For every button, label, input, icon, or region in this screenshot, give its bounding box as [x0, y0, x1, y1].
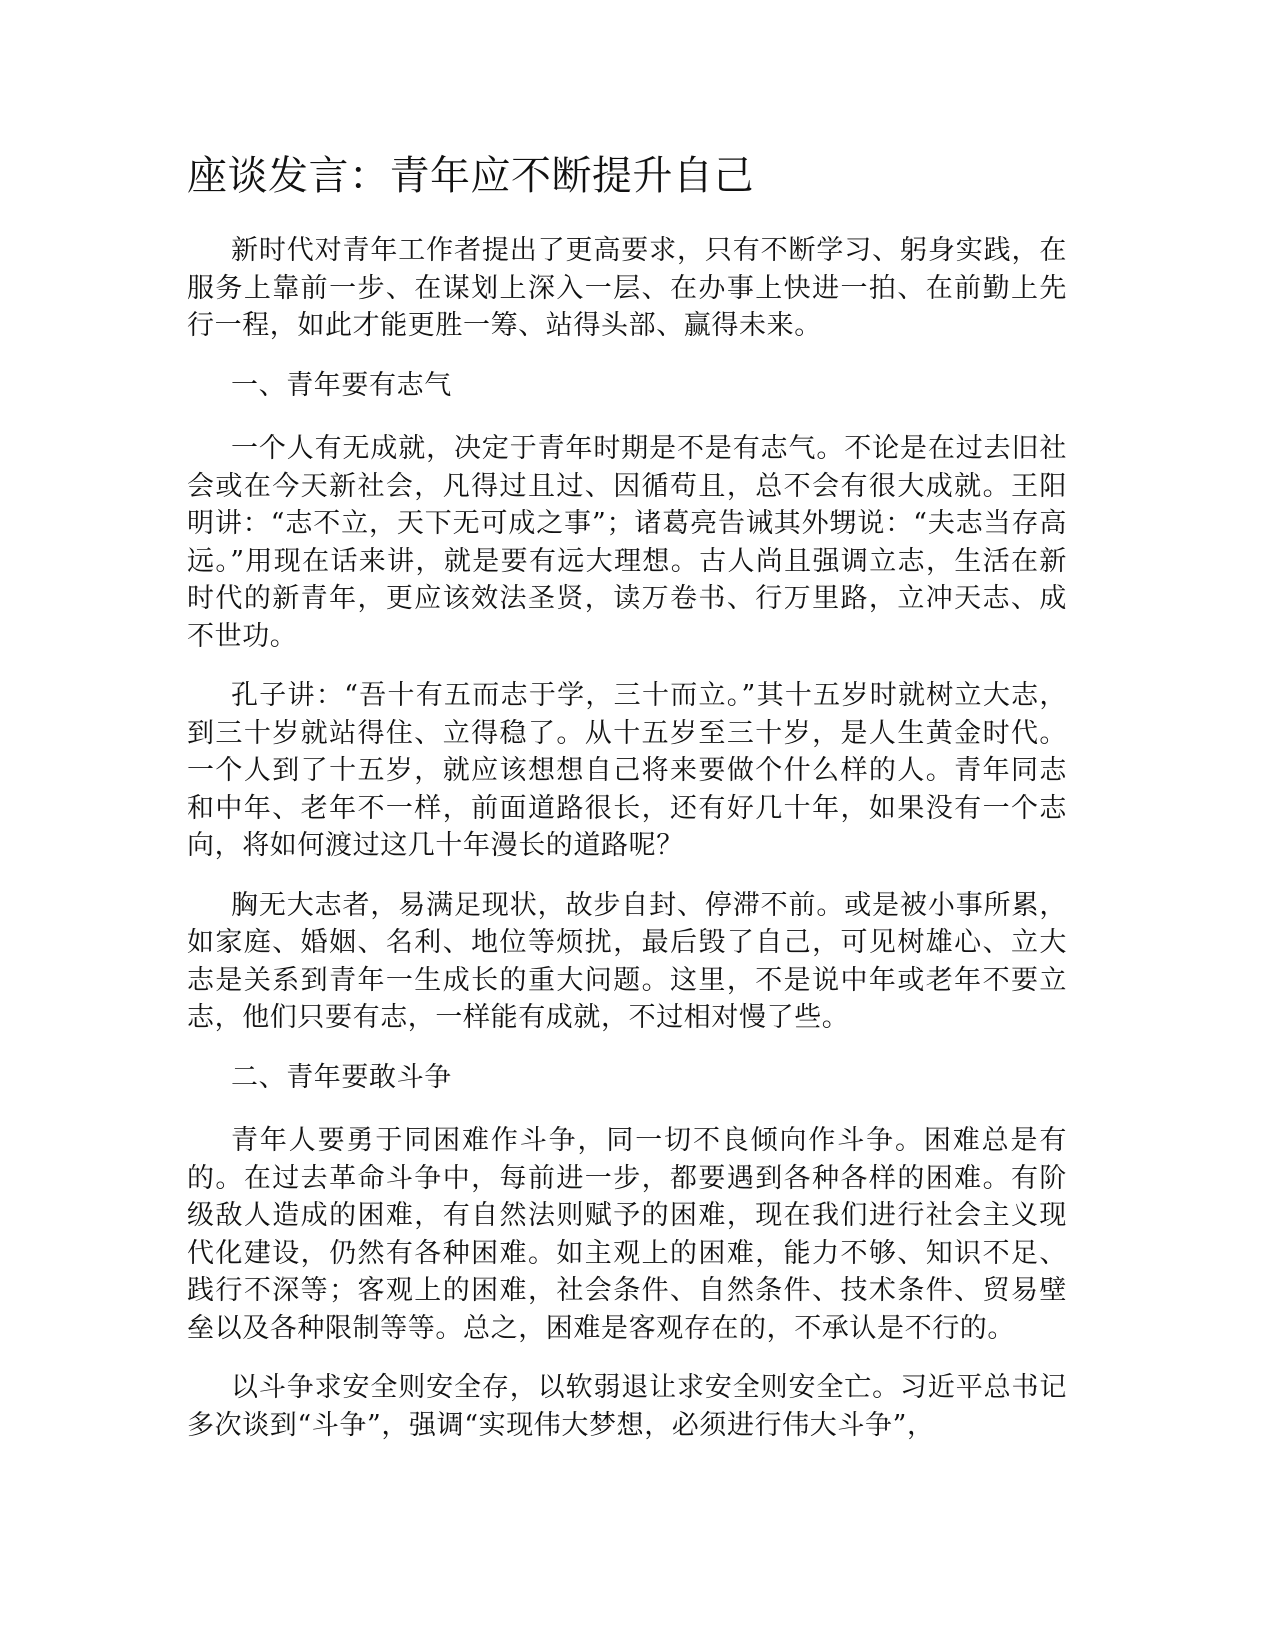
section-1-paragraph-1: 一个人有无成就，决定于青年时期是不是有志气。不论是在过去旧社会或在今天新社会，凡得过且过、因循苟且，总不会有很大成就。王阳明讲：“志不立，天下无可成之事”；诸葛亮告诫其外甥说：“夫志当存高远。”用现在话来讲，就是要有远大理想。古人尚且强调立志，生活在新时代的新青年，更应该效法圣贤，读万卷书、行万里路，立冲天志、成不世功。	[187, 433, 1067, 652]
intro-paragraph: 新时代对青年工作者提出了更高要求，只有不断学习、躬身实践，在服务上靠前一步、在谋划上深入一层、在办事上快进一拍、在前勤上先行一程，如此才能更胜一筹、站得头部、赢得未来。	[187, 235, 1067, 341]
section-1-heading: 一、青年要有志气	[231, 369, 452, 401]
section-2-paragraph-2: 以斗争求安全则安全存，以软弱退让求安全则安全亡。习近平总书记多次谈到“斗争”，强调“实现伟大梦想，必须进行伟大斗争”，	[187, 1372, 1067, 1441]
section-1-paragraph-3: 胸无大志者，易满足现状，故步自封、停滞不前。或是被小事所累，如家庭、婚姻、名利、地位等烦扰，最后毁了自己，可见树雄心、立大志是关系到青年一生成长的重大问题。这里，不是说中年或老年不要立志，他们只要有志，一样能有成就，不过相对慢了些。	[187, 889, 1067, 1033]
section-2-heading: 二、青年要敢斗争	[231, 1061, 452, 1093]
section-1-paragraph-2: 孔子讲：“吾十有五而志于学，三十而立。”其十五岁时就树立大志，到三十岁就站得住、立得稳了。从十五岁至三十岁，是人生黄金时代。一个人到了十五岁，就应该想想自己将来要做个什么样的人。青年同志和中年、老年不一样，前面道路很长，还有好几十年，如果没有一个志向，将如何渡过这几十年漫长的道路呢？	[187, 680, 1067, 861]
document-title: 座谈发言：青年应不断提升自己	[187, 153, 754, 199]
section-2-paragraph-1: 青年人要勇于同困难作斗争，同一切不良倾向作斗争。困难总是有的。在过去革命斗争中，每前进一步，都要遇到各种各样的困难。有阶级敌人造成的困难，有自然法则赋予的困难，现在我们进行社会主义现代化建设，仍然有各种困难。如主观上的困难，能力不够、知识不足、践行不深等；客观上的困难，社会条件、自然条件、技术条件、贸易壁垒以及各种限制等等。总之，困难是客观存在的，不承认是不行的。	[187, 1125, 1067, 1344]
